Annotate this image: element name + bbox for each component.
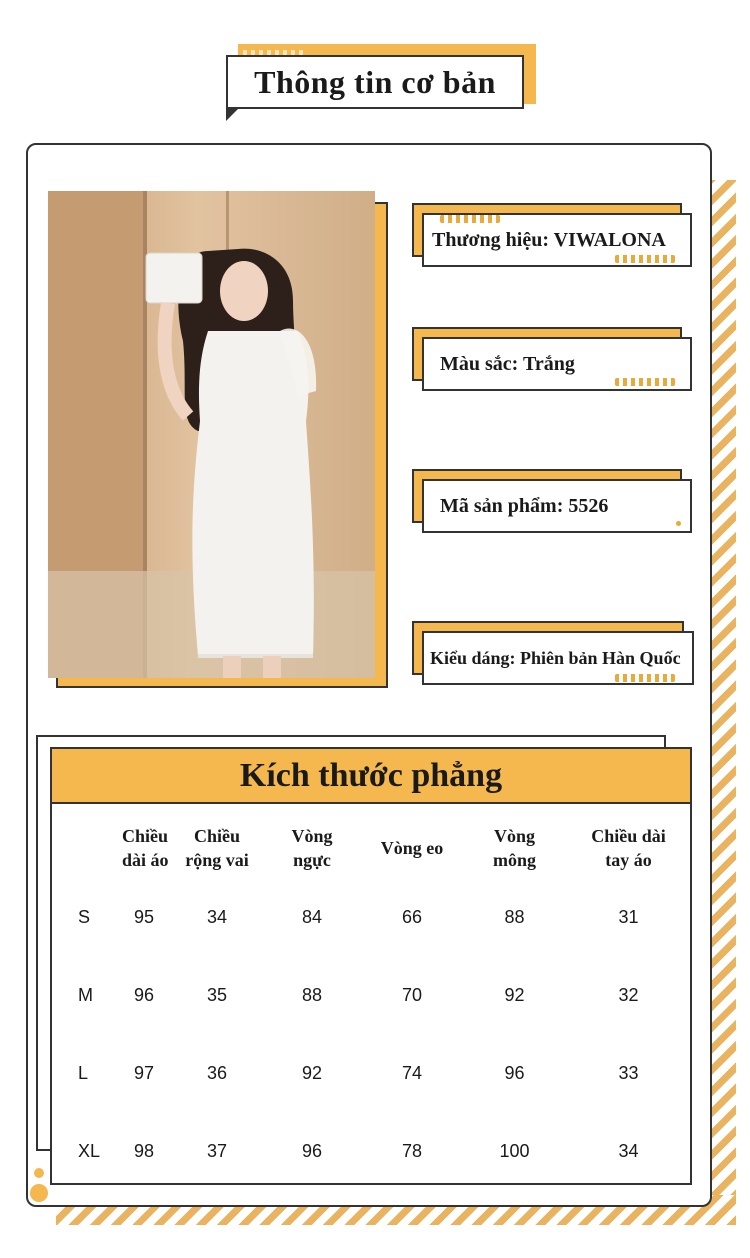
size-title-bar — [52, 749, 690, 804]
header-tail — [226, 107, 240, 121]
size-label: S — [78, 906, 91, 927]
deco-dot-small — [34, 1168, 44, 1178]
code-text: Mã sản phẩm: 5526 — [440, 494, 609, 517]
header-sleeve-l2: tay áo — [605, 850, 652, 870]
size-label: XL — [78, 1140, 101, 1161]
table-cell: 37 — [206, 1140, 228, 1161]
brand-wave — [440, 215, 500, 223]
table-cell: 32 — [618, 984, 639, 1005]
code-dot — [676, 521, 681, 526]
header-cell-blank — [52, 818, 122, 878]
table-cell: 92 — [301, 1062, 323, 1083]
deco-dot-large — [30, 1184, 48, 1202]
product-photo — [48, 191, 375, 678]
page-title: Thông tin cơ bản — [254, 63, 496, 100]
header-hip-l2: mông — [492, 850, 536, 870]
header-chest-l2: ngực — [293, 850, 331, 870]
size-table-body — [52, 878, 690, 1190]
table-cell: 88 — [301, 984, 323, 1005]
color-text: Màu sắc: Trắng — [440, 352, 575, 375]
table-row — [52, 1034, 690, 1112]
table-cell: 95 — [134, 906, 155, 927]
table-cell: 96 — [504, 1062, 525, 1083]
table-cell: 98 — [134, 1140, 155, 1161]
header-sleeve-l1: Chiều dài — [591, 826, 666, 846]
size-table-header — [52, 818, 690, 878]
header-length-l1: Chiều — [122, 826, 169, 846]
header-length — [122, 818, 172, 878]
header-sleeve — [567, 818, 690, 878]
brand-wave-2 — [615, 255, 675, 263]
code-box — [422, 479, 692, 533]
table-cell: 36 — [206, 1062, 228, 1083]
table-cell: 66 — [401, 906, 423, 927]
table-row — [52, 956, 690, 1034]
table-cell: 74 — [401, 1062, 423, 1083]
table-cell: 97 — [134, 1062, 155, 1083]
header-chest — [262, 818, 362, 878]
header-waist — [362, 818, 462, 878]
style-text: Kiểu dáng: Phiên bản Hàn Quốc — [430, 647, 681, 668]
color-wave — [615, 378, 675, 386]
brand-text: Thương hiệu: VIWALONA — [432, 228, 666, 251]
table-cell: 33 — [618, 1062, 639, 1083]
size-table — [52, 818, 690, 1190]
table-row — [52, 878, 690, 956]
header-box — [226, 55, 524, 109]
table-cell: 84 — [301, 906, 323, 927]
table-cell: 96 — [134, 984, 155, 1005]
table-cell: 96 — [301, 1140, 323, 1161]
model-illustration — [48, 191, 375, 678]
table-cell: 92 — [504, 984, 525, 1005]
header-hip-l1: Vòng — [493, 826, 535, 846]
header-length-l2: dài áo — [122, 850, 169, 870]
size-label: L — [78, 1062, 89, 1083]
table-cell: 100 — [499, 1140, 530, 1161]
table-row — [52, 1112, 690, 1190]
size-table-wrap — [52, 818, 690, 1190]
table-cell: 88 — [504, 906, 525, 927]
table-cell: 31 — [618, 906, 639, 927]
table-cell: 34 — [618, 1140, 639, 1161]
header-shoulder — [172, 818, 262, 878]
table-cell: 35 — [206, 984, 228, 1005]
header-shoulder-l1: Chiều — [193, 826, 240, 846]
table-cell: 34 — [206, 906, 228, 927]
header-shoulder-l2: rộng vai — [185, 850, 249, 870]
size-title: Kích thước phẳng — [239, 756, 503, 794]
header-chest-l1: Vòng — [291, 826, 333, 846]
table-cell: 70 — [401, 984, 423, 1005]
size-label: M — [78, 984, 93, 1005]
table-cell: 78 — [401, 1140, 423, 1161]
header-hip — [462, 818, 567, 878]
header-waist-l1: Vòng eo — [380, 838, 444, 858]
style-wave — [615, 674, 675, 682]
